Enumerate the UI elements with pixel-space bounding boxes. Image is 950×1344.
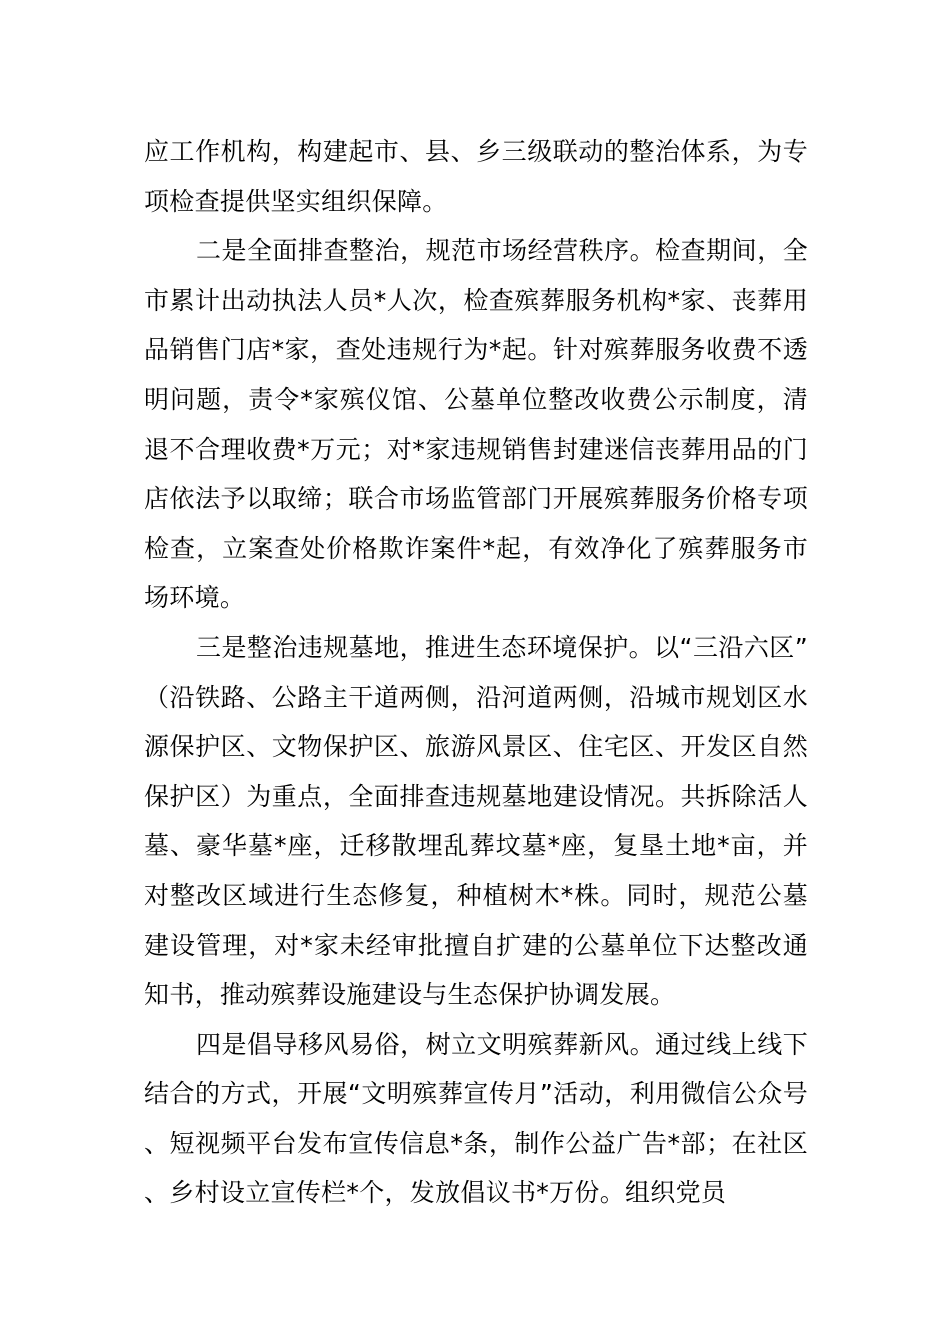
paragraph-civilized-funeral: 四是倡导移风易俗，树立文明殡葬新风。通过线上线下结合的方式，开展“文明殡葬宣传月”活动，利用微信公众号、短视频平台发布宣传信息*条，制作公益广告*部；在社区、乡村设立宣传栏*个，发放倡议书*万份。组织党员 bbox=[144, 1029, 808, 1208]
document-body bbox=[144, 127, 808, 1218]
paragraph-illegal-cemeteries: 三是整治违规墓地，推进生态环境保护。以“三沿六区”（沿铁路、公路主干道两侧，沿河道两侧，沿城市规划区水源保护区、文物保护区、旅游风景区、住宅区、开发区自然保护区）为重点，全面排查违规墓地建设情况。共拆除活人墓、豪华墓*座，迁移散埋乱葬坟墓*座，复垦土地*亩，并对整改区域进行生态修复，种植树木*株。同时，规范公墓建设管理，对*家未经审批擅自扩建的公墓单位下达整改通知书，推动殡葬设施建设与生态保护协调发展。 bbox=[144, 632, 808, 1010]
paragraph-continuation: 应工作机构，构建起市、县、乡三级联动的整治体系，为专项检查提供坚实组织保障。 bbox=[144, 137, 808, 216]
paragraph-market-regulation: 二是全面排查整治，规范市场经营秩序。检查期间，全市累计出动执法人员*人次，检查殡葬服务机构*家、丧葬用品销售门店*家，查处违规行为*起。针对殡葬服务收费不透明问题，责令*家殡仪馆、公墓单位整改收费公示制度，清退不合理收费*万元；对*家违规销售封建迷信丧葬用品的门店依法予以取缔；联合市场监管部门开展殡葬服务价格专项检查，立案查处价格欺诈案件*起，有效净化了殡葬服务市场环境。 bbox=[144, 236, 808, 613]
